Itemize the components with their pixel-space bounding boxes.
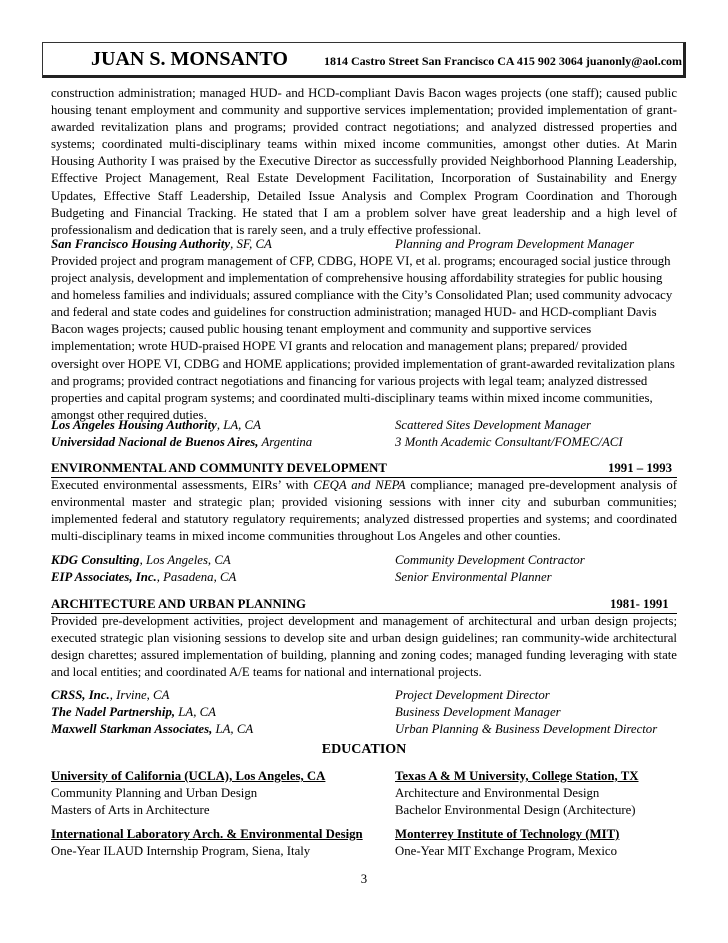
employer-location: , Los Angeles, CA <box>139 553 231 567</box>
job-row-laha <box>51 417 677 434</box>
job-row-kdg <box>51 552 677 569</box>
degree: Community Planning and Urban Design <box>51 786 258 800</box>
job-row-crss <box>51 687 677 704</box>
education-row-4 <box>51 826 677 843</box>
program: One-Year MIT Exchange Program, Mexico <box>395 844 617 858</box>
intro-paragraph: construction administration; managed HUD- and HCD-compliant Davis Bacon wages projects (one staff); caused public housing tenant employment and community and supportive services implementation; provided implementation of grant-awarded revitalization plans and programs; provided contract negotiations; and analyzed distressed properties and systems; coordinated multi-disciplinary teams within mixed income communities, amongst other duties. At Marin Housing Authority I was praised by the Executive Director as successfully provided Neighborhood Planning Leadership, Effective Project Management, Real Estate Development Facilitation, Incorporation of Sustainability and Energy Updates, Effective Staff Leadership, Detailed Issue Analysis and Complex Program Coordination and Thorough Budgeting and Financial Tracking. He stated that I am a problem solver have great leadership and a high level of professionalism and dedication that is rarely seen, and a truly effective professional. <box>51 86 677 237</box>
applicant-name: JUAN S. MONSANTO <box>91 48 288 70</box>
section-title: ARCHITECTURE AND URBAN PLANNING <box>51 597 306 611</box>
employer-name: CRSS, Inc. <box>51 688 110 702</box>
degree: Architecture and Environmental Design <box>395 786 600 800</box>
education-row-3 <box>51 802 677 819</box>
job-title: Senior Environmental Planner <box>395 570 552 584</box>
job-title: Project Development Director <box>395 688 550 702</box>
section-dates: 1991 – 1993 <box>608 461 672 475</box>
school-name: Monterrey Institute of Technology (MIT) <box>395 827 620 841</box>
page-number: 3 <box>360 872 368 886</box>
employer-location: , Pasadena, CA <box>156 570 237 584</box>
employer-location: , LA, CA <box>216 418 261 432</box>
degree: Bachelor Environmental Design (Architecture) <box>395 803 636 817</box>
degree: Masters of Arts in Architecture <box>51 803 210 817</box>
section-heading-architecture <box>51 596 677 614</box>
school-name: Texas A & M University, College Station, TX <box>395 769 639 783</box>
school-name: University of California (UCLA), Los Angeles, CA <box>51 769 326 783</box>
resume-header <box>42 42 686 78</box>
job-description-sfha: Provided project and program management of CFP, CDBG, HOPE VI, et al. programs; encouraged social justice through project analysis, development and implementation of comprehensive housing affordability strategies for public housing and homeless families and individuals; assured compliance with the City’s Consolidated Plan; used community advocacy and federal and state codes and guidelines for construction administration; managed HUD- and HCD-compliant Davis Bacon wages projects; caused public housing tenant employment and community and supportive services implementation; wrote HUD-praised HOPE VI grants and relocation and management plans; prepared/ provided oversight over HOPE VI, CDBG and HOME applications; provided implementation of grant-awarded revitalization plans and programs; provided contract negotiations and financing for various projects with legal team; analyzed distressed properties and capital program systems; and coordinated multi-disciplinary teams within mixed income communities, amongst other required duties. <box>51 254 675 422</box>
education-heading: EDUCATION <box>321 742 407 757</box>
education-row-5 <box>51 843 677 860</box>
employer-name: KDG Consulting <box>51 553 140 567</box>
program: One-Year ILAUD Internship Program, Siena, Italy <box>51 844 311 858</box>
employer-location: LA, CA <box>175 705 216 719</box>
employer-location: , Irvine, CA <box>109 688 170 702</box>
job-row-maxwell <box>51 721 677 738</box>
employer-name: EIP Associates, Inc. <box>51 570 157 584</box>
education-row-2 <box>51 785 677 802</box>
employer-name: Maxwell Starkman Associates, <box>51 722 213 736</box>
job-title: Urban Planning & Business Development Director <box>395 722 658 736</box>
environmental-description: Executed environmental assessments, EIRs’ with CEQA and NEPA compliance; managed pre-development analysis of environmental master and strategic plan; provided visioning sessions with inner city and suburban communities; implemented federal and statutory regulatory requirements; analyzed distressed properties and systems; and coordinated multi-disciplinary teams in mixed income communities throughout Los Angeles and other counties. <box>51 478 677 544</box>
education-row-1 <box>51 768 677 785</box>
employer-name: The Nadel Partnership, <box>51 705 176 719</box>
employer-location: , SF, CA <box>230 237 272 251</box>
job-title: Scattered Sites Development Manager <box>395 418 592 432</box>
employer-name: Los Angeles Housing Authority <box>51 418 217 432</box>
job-title: Business Development Manager <box>395 705 561 719</box>
architecture-description: Provided pre-development activities, project development and management of architectural and urban design projects; executed strategic plan visioning sessions to develop site and urban design guidelines; ran community-wide architectural design charettes; assured implementation of building, planning and zoning codes; managed funding leveraging with state and local entities; and coordinated A/E teams for national and international projects. <box>51 614 677 680</box>
contact-info: 1814 Castro Street San Francisco CA 415 902 3064 juanonly@aol.com <box>324 54 683 68</box>
section-dates: 1981- 1991 <box>610 597 669 611</box>
employer-name: San Francisco Housing Authority <box>51 237 231 251</box>
employer-location: Argentina <box>258 435 313 449</box>
school-name: International Laboratory Arch. & Environmental Design <box>51 827 363 841</box>
job-row-nadel <box>51 704 677 721</box>
job-row-sfha <box>51 236 677 253</box>
section-title: ENVIRONMENTAL AND COMMUNITY DEVELOPMENT <box>51 461 387 475</box>
employer-name: Universidad Nacional de Buenos Aires, <box>51 435 259 449</box>
job-row-unba <box>51 434 677 451</box>
section-heading-environmental <box>51 460 677 478</box>
job-title: 3 Month Academic Consultant/FOMEC/ACI <box>395 435 623 449</box>
job-title: Planning and Program Development Manager <box>395 237 635 251</box>
job-title: Community Development Contractor <box>395 553 585 567</box>
employer-location: LA, CA <box>212 722 254 736</box>
job-row-eip <box>51 569 677 586</box>
